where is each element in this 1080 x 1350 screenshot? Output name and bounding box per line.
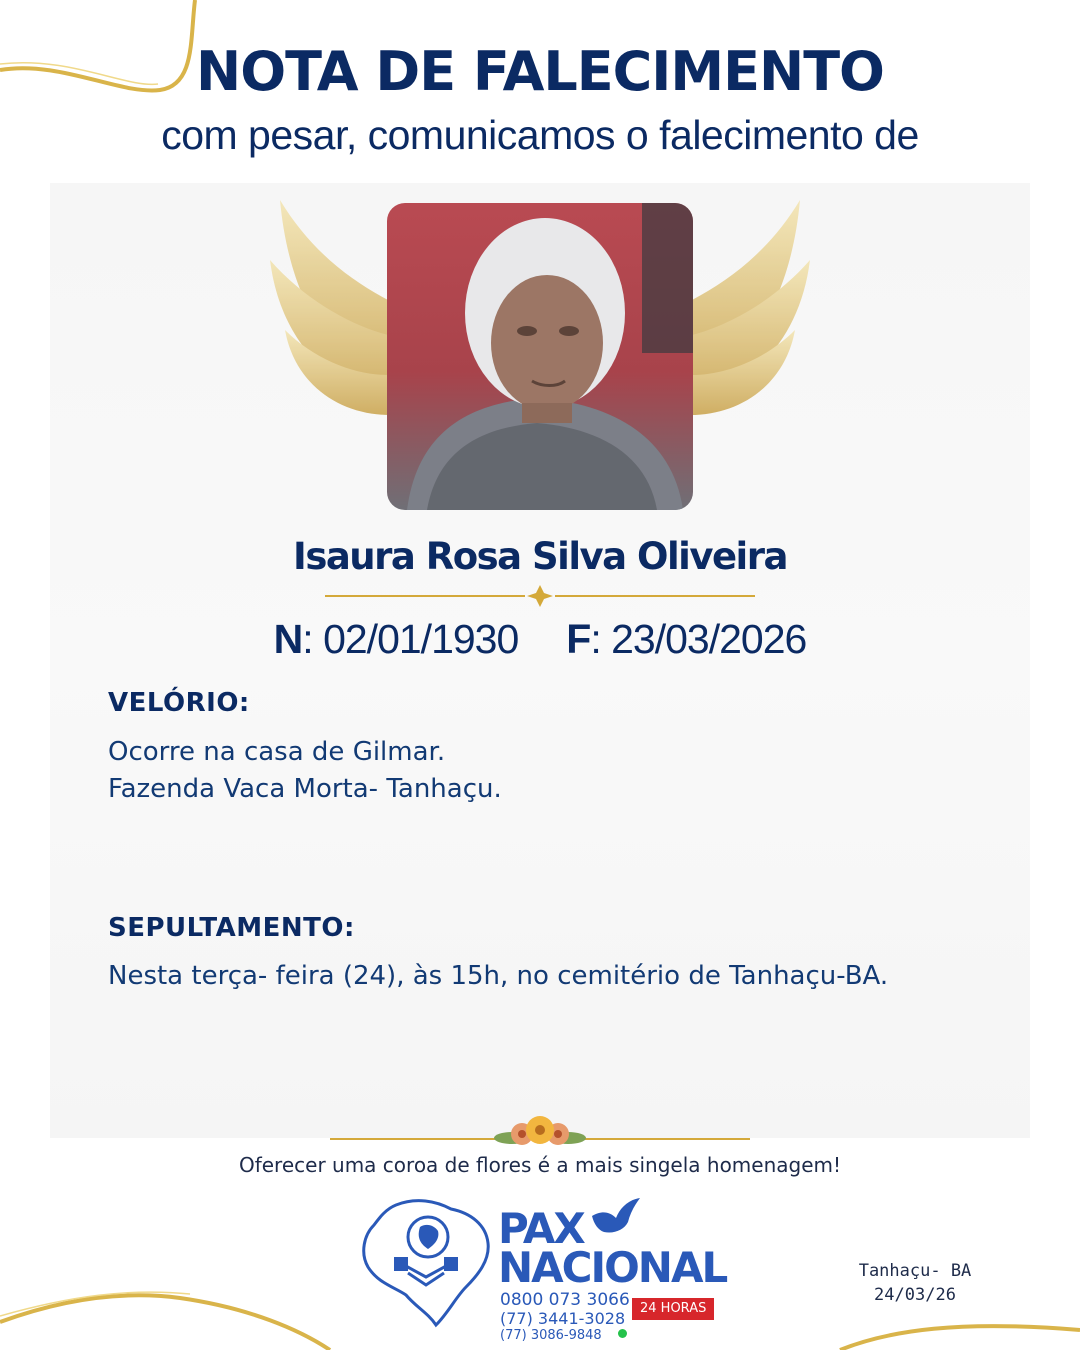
birth-label: N: [273, 616, 303, 662]
gold-swoosh-bottom-left: [0, 1270, 340, 1350]
post-date: 24/03/26: [874, 1285, 956, 1305]
dove-icon: [588, 1196, 644, 1238]
page-subtitle: com pesar, comunicamos o falecimento de: [161, 112, 919, 158]
sepultamento-text: Nesta terça- feira (24), às 15h, no cemitério de Tanhaçu-BA.: [108, 961, 889, 991]
life-dates: N: 02/01/1930 F: 23/03/2026: [273, 616, 807, 662]
phone-tollfree: 0800 073 3066: [500, 1290, 630, 1310]
deceased-photo: [387, 203, 693, 510]
phone-mobile: (77) 3086-9848: [500, 1328, 602, 1343]
velorio-heading: VELÓRIO:: [108, 688, 250, 718]
badge-24-hours: 24 HORAS: [632, 1298, 714, 1320]
death-date: 23/03/2026: [611, 616, 807, 662]
portrait-illustration: [387, 203, 693, 510]
velorio-line-1: Ocorre na casa de Gilmar.: [108, 737, 446, 767]
birth-date: 02/01/1930: [323, 616, 519, 662]
flower-icon: [330, 1108, 750, 1158]
whatsapp-icon: [618, 1329, 627, 1338]
location-date: [830, 1259, 1000, 1307]
page-title: NOTA DE FALECIMENTO: [196, 40, 884, 103]
location: Tanhaçu- BA: [858, 1261, 972, 1281]
sepultamento-heading: SEPULTAMENTO:: [108, 913, 355, 943]
tribute-tagline: Oferecer uma coroa de flores é a mais singela homenagem!: [238, 1153, 842, 1177]
ornament-divider: [325, 585, 755, 607]
phone-landline: (77) 3441-3028: [500, 1309, 626, 1328]
brand-name-line-1: PAX: [498, 1204, 584, 1253]
brazil-map-icon: [356, 1195, 496, 1330]
gold-swoosh-bottom-right: [830, 1300, 1080, 1350]
deceased-name: Isaura Rosa Silva Oliveira: [293, 535, 787, 578]
death-label: F: [566, 616, 591, 662]
velorio-line-2: Fazenda Vaca Morta- Tanhaçu.: [108, 774, 502, 804]
brand-name-line-2: NACIONAL: [498, 1243, 727, 1292]
